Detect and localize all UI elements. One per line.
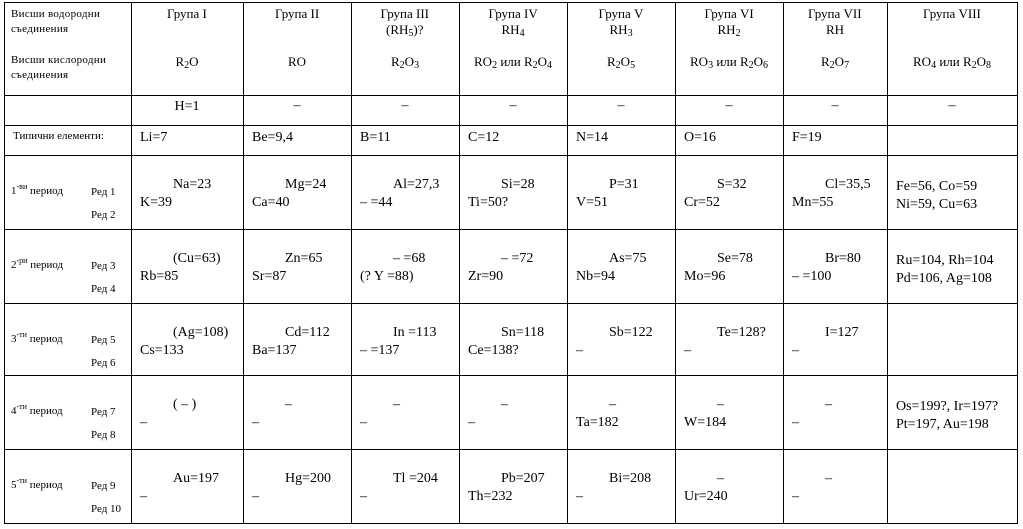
element-lower: – bbox=[140, 489, 147, 504]
row-divider bbox=[5, 229, 1017, 230]
row-label: Ред 8 bbox=[91, 429, 116, 441]
column-divider bbox=[459, 3, 460, 523]
group-3-header: Група III bbox=[380, 6, 429, 21]
period-label: $4^{-ти}$ период bbox=[11, 402, 63, 417]
group-8-element: Fe=56, Co=59 bbox=[896, 179, 978, 194]
row-divider bbox=[5, 95, 1017, 96]
hydrogen-cell: H=1 bbox=[174, 99, 200, 114]
row-label: Ред 4 bbox=[91, 283, 116, 295]
row-label: Ред 2 bbox=[91, 209, 116, 221]
element-upper: Cd=112 bbox=[285, 325, 330, 340]
element-upper: – bbox=[717, 397, 724, 412]
element-lower: Ca=40 bbox=[252, 195, 290, 210]
element-upper: (Ag=108) bbox=[173, 325, 229, 340]
typical-elements-label: Типични елементи: bbox=[13, 130, 104, 142]
element-lower: Cs=133 bbox=[140, 343, 184, 358]
element-upper: – =68 bbox=[393, 251, 426, 266]
group-7-oxide: $R_2O_7$ bbox=[821, 54, 850, 71]
element-upper: – =72 bbox=[501, 251, 534, 266]
element-lower: – bbox=[140, 415, 147, 430]
element-lower: Zr=90 bbox=[468, 269, 504, 284]
group-8-element: Os=199?, Ir=197? bbox=[896, 399, 999, 414]
element-upper: I=127 bbox=[825, 325, 859, 340]
row-label: Ред 1 bbox=[91, 186, 116, 198]
hydrogen-compounds-label: Висши водородни съединения bbox=[11, 8, 101, 35]
group-1-oxide: $R_2O$ bbox=[175, 54, 199, 71]
period-label: $5^{-ти}$ период bbox=[11, 476, 63, 491]
element-upper: ( – ) bbox=[173, 397, 197, 412]
element-lower: W=184 bbox=[684, 415, 727, 430]
column-divider bbox=[567, 3, 568, 523]
typical-element: O=16 bbox=[684, 130, 717, 145]
element-upper: – bbox=[501, 397, 508, 412]
element-upper: Se=78 bbox=[717, 251, 753, 266]
group-8-element: Pt=197, Au=198 bbox=[896, 417, 989, 432]
element-lower: – bbox=[360, 415, 367, 430]
group-6-oxide: $RO_3$ или $R_2O_6$ bbox=[690, 54, 769, 71]
element-upper: Na=23 bbox=[173, 177, 212, 192]
element-lower: Nb=94 bbox=[576, 269, 616, 284]
empty-dash: – bbox=[509, 98, 517, 113]
empty-dash: – bbox=[948, 98, 956, 113]
row-divider bbox=[5, 303, 1017, 304]
element-upper: Tl =204 bbox=[393, 471, 438, 486]
element-upper: Zn=65 bbox=[285, 251, 323, 266]
row-divider bbox=[5, 375, 1017, 376]
group-8-element: Ni=59, Cu=63 bbox=[896, 197, 978, 212]
element-lower: K=39 bbox=[140, 195, 173, 210]
element-lower: – bbox=[576, 343, 583, 358]
empty-dash: – bbox=[617, 98, 625, 113]
empty-dash: – bbox=[725, 98, 733, 113]
element-upper: Sn=118 bbox=[501, 325, 545, 340]
group-6-header: Група VI bbox=[704, 6, 754, 21]
column-divider bbox=[243, 3, 244, 523]
element-upper: As=75 bbox=[609, 251, 647, 266]
row-label: Ред 6 bbox=[91, 357, 116, 369]
element-lower: Ta=182 bbox=[576, 415, 619, 430]
row-divider bbox=[5, 125, 1017, 126]
element-upper: S=32 bbox=[717, 177, 747, 192]
period-label: $3^{-ти}$ период bbox=[11, 330, 63, 345]
element-lower: – =100 bbox=[792, 269, 832, 284]
group-7-hydride: RH bbox=[826, 22, 845, 37]
typical-element: Li=7 bbox=[140, 130, 168, 145]
element-upper: – bbox=[717, 471, 724, 486]
element-upper: Si=28 bbox=[501, 177, 535, 192]
element-lower: (? Y =88) bbox=[360, 269, 414, 284]
element-lower: Ur=240 bbox=[684, 489, 728, 504]
group-4-header: Група IV bbox=[488, 6, 538, 21]
row-label: Ред 7 bbox=[91, 406, 116, 418]
row-label: Ред 5 bbox=[91, 334, 116, 346]
group-8-oxide: $RO_4$ или $R_2O_8$ bbox=[913, 54, 992, 71]
element-upper: Te=128? bbox=[717, 325, 766, 340]
typical-element: Be=9,4 bbox=[252, 130, 293, 145]
row-label: Ред 3 bbox=[91, 260, 116, 272]
row-label: Ред 10 bbox=[91, 503, 122, 515]
element-lower: – bbox=[252, 489, 259, 504]
group-3-oxide: $R_2O_3$ bbox=[391, 54, 420, 71]
typical-element: N=14 bbox=[576, 130, 609, 145]
column-divider bbox=[351, 3, 352, 523]
element-lower: Mo=96 bbox=[684, 269, 726, 284]
element-upper: – bbox=[393, 397, 400, 412]
group-7-header: Група VII bbox=[808, 6, 862, 21]
group-8-element: Ru=104, Rh=104 bbox=[896, 253, 994, 268]
element-lower: Ti=50? bbox=[468, 195, 509, 210]
element-lower: – bbox=[252, 415, 259, 430]
row-label: Ред 9 bbox=[91, 480, 116, 492]
typical-element: B=11 bbox=[360, 130, 391, 145]
element-upper: – bbox=[825, 471, 832, 486]
period-label: $1^{-ви}$ период bbox=[11, 182, 63, 197]
typical-element: F=19 bbox=[792, 130, 822, 145]
group-2-header: Група II bbox=[275, 6, 320, 21]
element-lower: – bbox=[576, 489, 583, 504]
element-upper: Sb=122 bbox=[609, 325, 653, 340]
empty-dash: – bbox=[831, 98, 839, 113]
element-lower: Cr=52 bbox=[684, 195, 720, 210]
element-upper: Bi=208 bbox=[609, 471, 652, 486]
column-divider bbox=[887, 3, 888, 523]
element-lower: – bbox=[360, 489, 367, 504]
element-upper: P=31 bbox=[609, 177, 639, 192]
element-lower: – bbox=[792, 343, 799, 358]
row-divider bbox=[5, 155, 1017, 156]
element-lower: – bbox=[684, 343, 691, 358]
element-upper: – bbox=[285, 397, 292, 412]
element-lower: – bbox=[792, 415, 799, 430]
group-4-hydride: $RH_4$ bbox=[501, 22, 525, 39]
element-upper: (Cu=63) bbox=[173, 251, 221, 266]
element-lower: – bbox=[468, 415, 475, 430]
group-3-hydride: $(RH_5)$? bbox=[386, 22, 424, 39]
group-5-oxide: $R_2O_5$ bbox=[607, 54, 636, 71]
element-upper: Al=27,3 bbox=[393, 177, 440, 192]
group-1-header: Група I bbox=[167, 6, 207, 21]
element-lower: – bbox=[792, 489, 799, 504]
oxygen-compounds-label: Висши кислородни съединения bbox=[11, 54, 107, 81]
element-lower: Rb=85 bbox=[140, 269, 179, 284]
element-upper: Mg=24 bbox=[285, 177, 327, 192]
element-lower: Ba=137 bbox=[252, 343, 297, 358]
element-upper: Au=197 bbox=[173, 471, 220, 486]
element-upper: – bbox=[825, 397, 832, 412]
group-8-element: Pd=106, Ag=108 bbox=[896, 271, 992, 286]
group-5-header: Група V bbox=[598, 6, 644, 21]
group-2-oxide: RO bbox=[288, 54, 307, 69]
element-lower: Sr=87 bbox=[252, 269, 287, 284]
column-divider bbox=[675, 3, 676, 523]
element-lower: – =137 bbox=[360, 343, 400, 358]
period-label: $2^{-ри}$ период bbox=[11, 256, 64, 271]
column-divider bbox=[131, 3, 132, 523]
row-divider bbox=[5, 449, 1017, 450]
element-lower: – =44 bbox=[360, 195, 393, 210]
group-5-hydride: $RH_3$ bbox=[609, 22, 633, 39]
group-6-hydride: $RH_2$ bbox=[717, 22, 741, 39]
element-lower: Mn=55 bbox=[792, 195, 834, 210]
typical-element: C=12 bbox=[468, 130, 500, 145]
empty-dash: – bbox=[293, 98, 301, 113]
element-upper: Hg=200 bbox=[285, 471, 332, 486]
group-8-header: Група VIII bbox=[923, 6, 981, 21]
element-upper: – bbox=[609, 397, 616, 412]
element-lower: V=51 bbox=[576, 195, 609, 210]
periodic-table bbox=[4, 2, 1018, 524]
element-lower: Th=232 bbox=[468, 489, 513, 504]
element-lower: Ce=138? bbox=[468, 343, 519, 358]
column-divider bbox=[783, 3, 784, 523]
element-upper: In =113 bbox=[393, 325, 437, 340]
group-4-oxide: $RO_2$ или $R_2O_4$ bbox=[474, 54, 553, 71]
empty-dash: – bbox=[401, 98, 409, 113]
element-upper: Pb=207 bbox=[501, 471, 545, 486]
element-upper: Br=80 bbox=[825, 251, 861, 266]
element-upper: Cl=35,5 bbox=[825, 177, 871, 192]
